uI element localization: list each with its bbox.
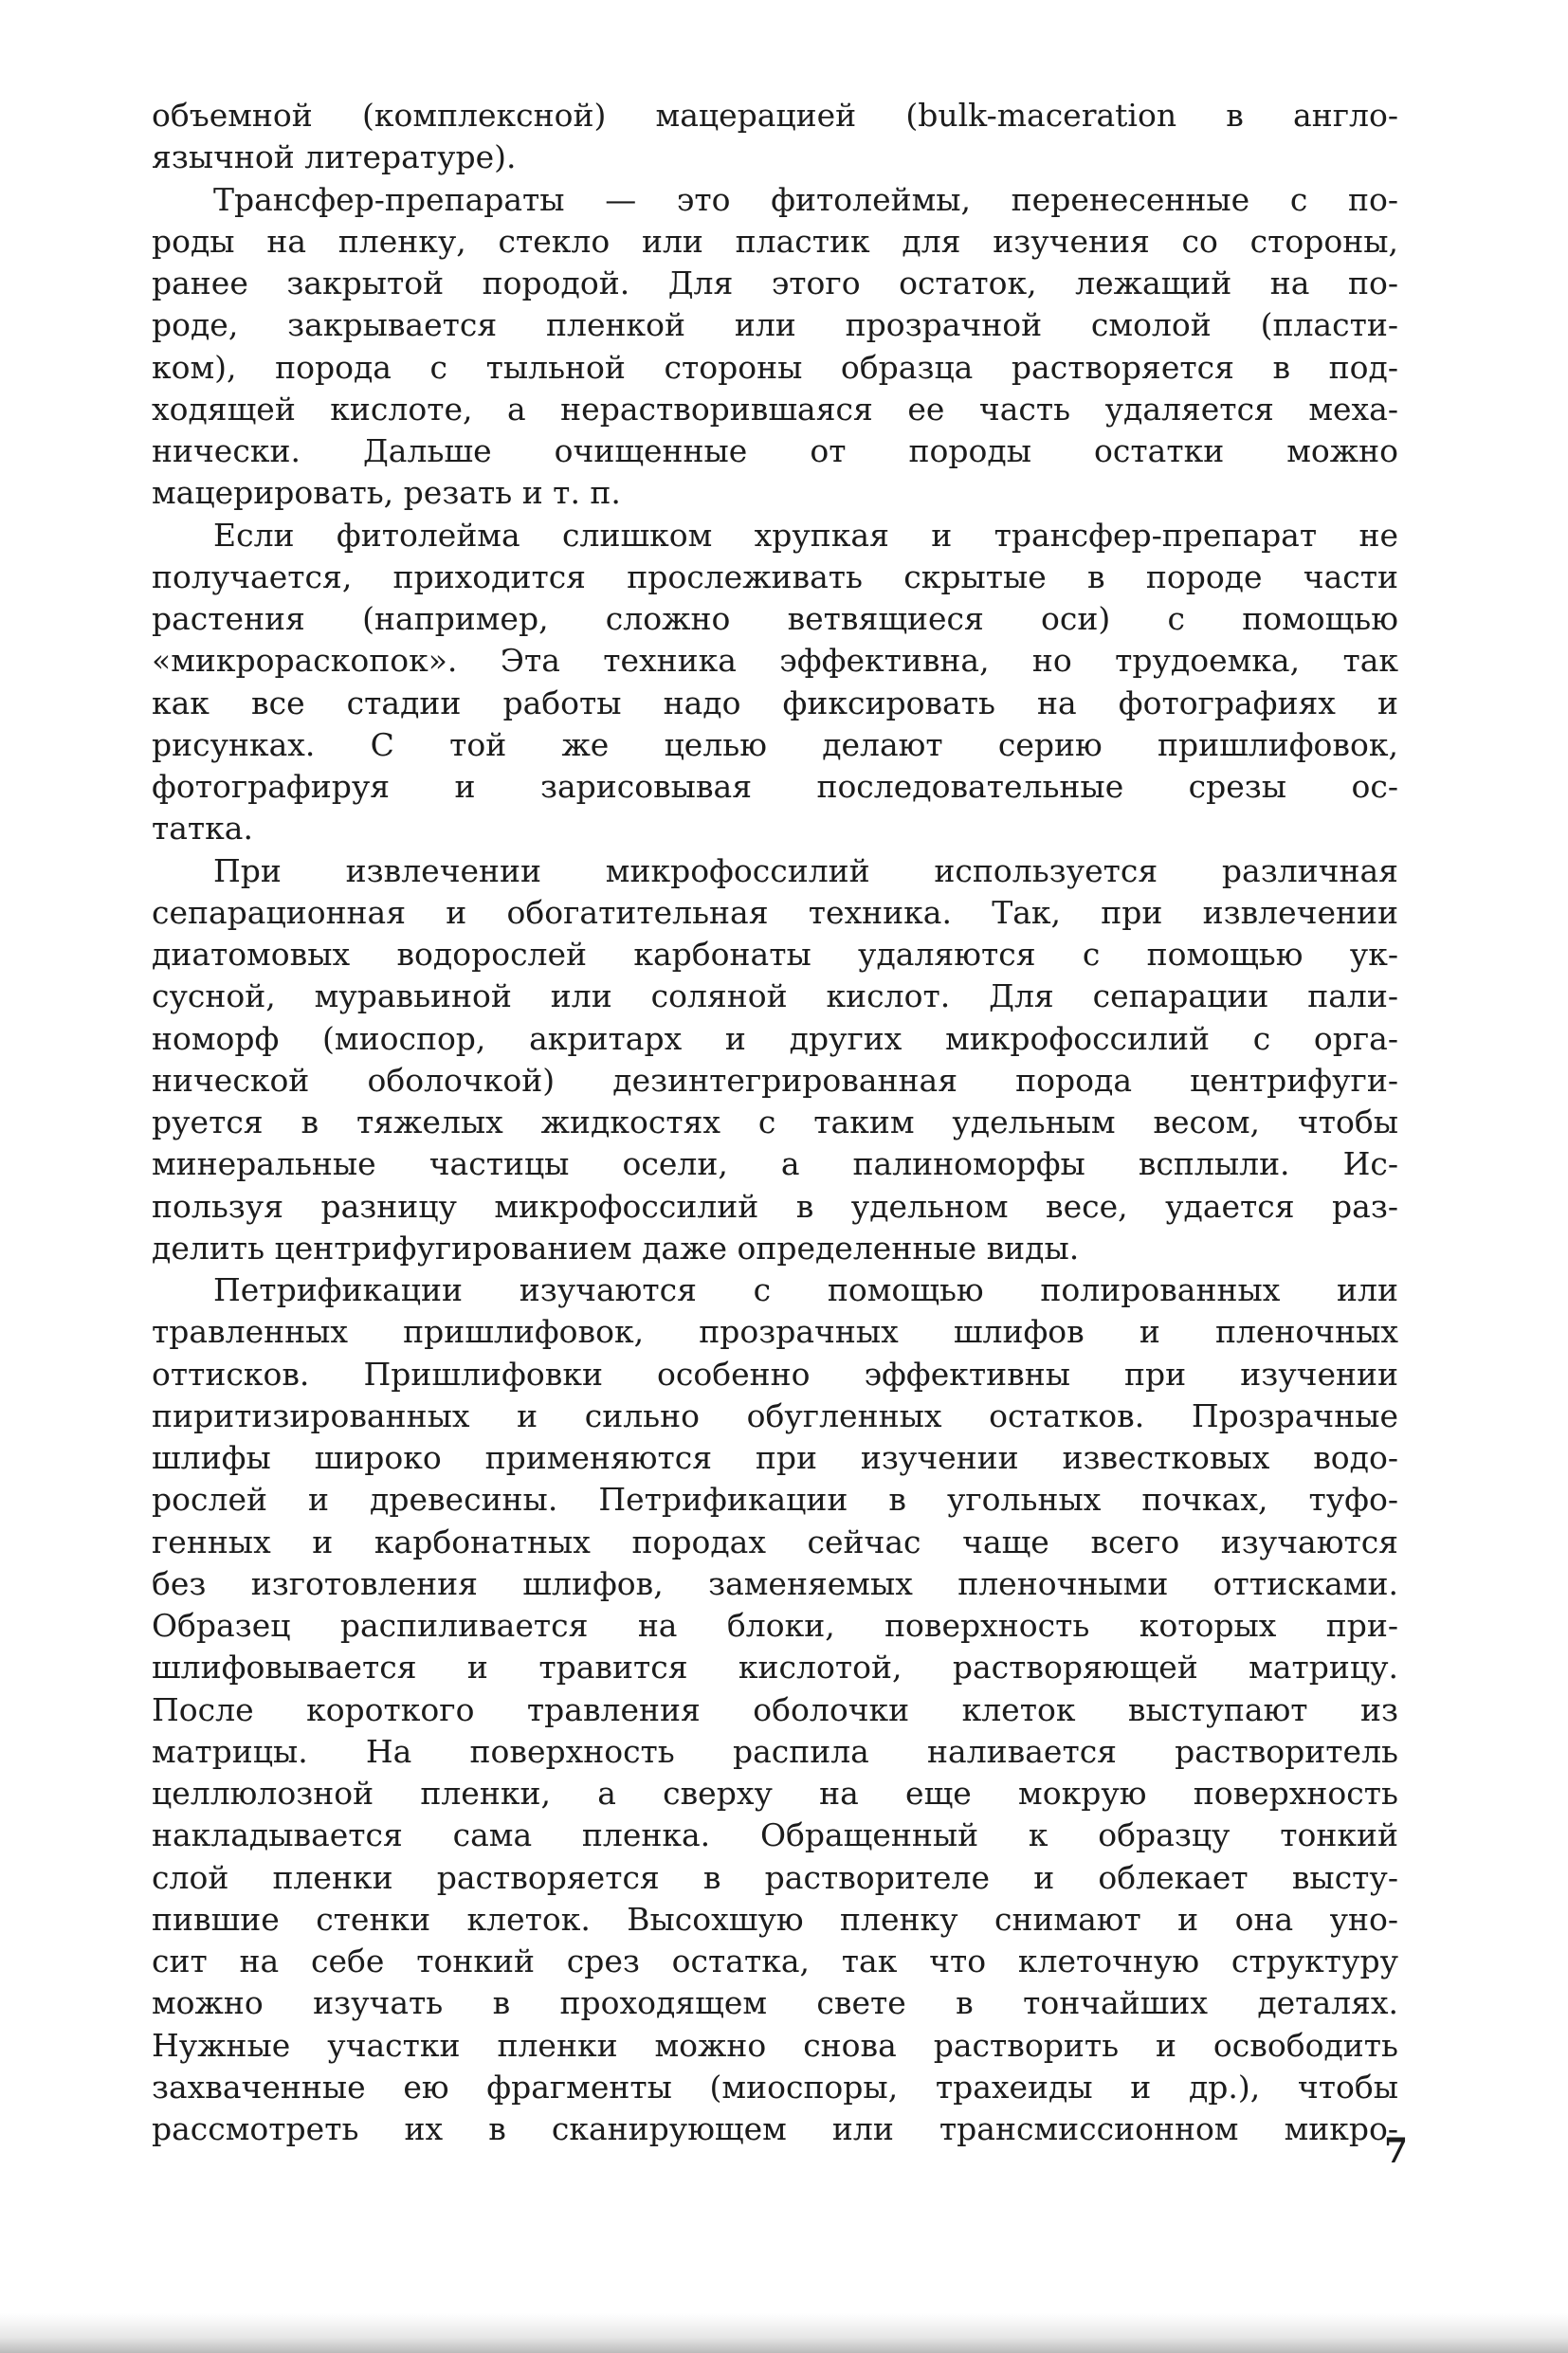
- text-line: слой пленки растворяется в растворителе и облекает высту-: [152, 1858, 1398, 1896]
- text-line: нически. Дальше очищенные от породы остатки можно: [152, 432, 1398, 469]
- text-line: матрицы. На поверхность распила наливается растворитель: [152, 1732, 1398, 1770]
- text-line: рослей и древесины. Петрификации в угольных почках, туфо-: [152, 1481, 1398, 1519]
- text-line: Образец распиливается на блоки, поверхность которых при-: [152, 1607, 1398, 1644]
- text-line: роды на пленку, стекло или пластик для изучения со стороны,: [152, 222, 1398, 260]
- text-line: сит на себе тонкий срез остатка, так что клеточную структуру: [152, 1943, 1398, 1979]
- text-line: сусной, муравьиной или соляной кислот. Для сепарации пали-: [152, 977, 1398, 1015]
- text-line: рисунках. С той же целью делают серию пришлифовок,: [152, 725, 1398, 763]
- text-line: роде, закрывается пленкой или прозрачной смолой (пласти-: [152, 306, 1398, 344]
- text-line: руется в тяжелых жидкостях с таким удельным весом, чтобы: [152, 1104, 1398, 1140]
- paragraph-first-line: При извлечении микрофоссилий используется различная: [213, 851, 1398, 889]
- text-line: рассмотреть их в сканирующем или трансмиссионном микро-: [152, 2110, 1398, 2147]
- text-line: оттисков. Пришлифовки особенно эффективны при изучении: [152, 1355, 1398, 1393]
- text-line: делить центрифугированием даже определенные виды.: [152, 1229, 1080, 1267]
- text-line: фотографируя и зарисовывая последовательные срезы ос-: [152, 768, 1398, 805]
- scan-edge-decoration: [0, 2313, 1568, 2353]
- text-line: минеральные частицы осели, а палиноморфы всплыли. Ис-: [152, 1145, 1398, 1183]
- text-line: ранее закрытой породой. Для этого остаток, лежащий на по-: [152, 264, 1398, 301]
- text-line: шлифы широко применяются при изучении известковых водо-: [152, 1439, 1398, 1476]
- text-line: объемной (комплексной) мацерацией (bulk-maceration в англо-: [152, 97, 1398, 134]
- text-line: можно изучать в проходящем свете в тончайших деталях.: [152, 1984, 1398, 2022]
- text-line: После короткого травления оболочки клеток выступают из: [152, 1690, 1398, 1728]
- text-line: «микрораскопок». Эта техника эффективна, но трудоемка, так: [152, 642, 1398, 680]
- text-line: захваченные ею фрагменты (миоспоры, трахеиды и др.), чтобы: [152, 2068, 1398, 2106]
- text-line: шлифовывается и травится кислотой, растворяющей матрицу.: [152, 1649, 1398, 1687]
- page-body: [152, 95, 1398, 2150]
- text-line: татка.: [152, 810, 253, 848]
- text-line: без изготовления шлифов, заменяемых пленочными оттисками.: [152, 1564, 1398, 1602]
- text-line: как все стадии работы надо фиксировать на фотографиях и: [152, 684, 1398, 721]
- text-line: накладывается сама пленка. Обращенный к образцу тонкий: [152, 1816, 1398, 1854]
- text-line: пившие стенки клеток. Высохшую пленку снимают и она уно-: [152, 1900, 1398, 1938]
- text-line: язычной литературе).: [152, 138, 517, 176]
- text-line: ходящей кислоте, а нерастворившаяся ее часть удаляется меха-: [152, 390, 1398, 428]
- text-line: сепарационная и обогатительная техника. Так, при извлечении: [152, 893, 1398, 931]
- text-line: травленных пришлифовок, прозрачных шлифов и пленочных: [152, 1313, 1398, 1351]
- text-line: диатомовых водорослей карбонаты удаляются с помощью ук-: [152, 936, 1398, 973]
- text-line: растения (например, сложно ветвящиеся оси) с помощью: [152, 600, 1398, 637]
- text-line: нической оболочкой) дезинтегрированная порода центрифуги-: [152, 1061, 1398, 1099]
- text-line: номорф (миоспор, акритарх и других микрофоссилий с орга-: [152, 1019, 1398, 1057]
- text-line: ком), порода с тыльной стороны образца растворяется в под-: [152, 348, 1398, 386]
- text-line: мацерировать, резать и т. п.: [152, 474, 621, 512]
- paragraph-first-line: Трансфер-препараты — это фитолеймы, перенесенные с по-: [213, 180, 1398, 218]
- text-line: пиритизированных и сильно обугленных остатков. Прозрачные: [152, 1396, 1398, 1434]
- text-line: генных и карбонатных породах сейчас чаще всего изучаются: [152, 1523, 1398, 1560]
- text-line: Нужные участки пленки можно снова растворить и освободить: [152, 2026, 1398, 2064]
- text-line: получается, приходится прослеживать скрытые в породе части: [152, 557, 1398, 595]
- paragraph-first-line: Если фитолейма слишком хрупкая и трансфер-препарат не: [213, 516, 1398, 554]
- paragraph-first-line: Петрификации изучаются с помощью полированных или: [213, 1271, 1398, 1308]
- page-number: 7: [1384, 2131, 1409, 2171]
- text-line: пользуя разницу микрофоссилий в удельном весе, удается раз-: [152, 1187, 1398, 1225]
- text-line: целлюлозной пленки, а сверху на еще мокрую поверхность: [152, 1775, 1398, 1812]
